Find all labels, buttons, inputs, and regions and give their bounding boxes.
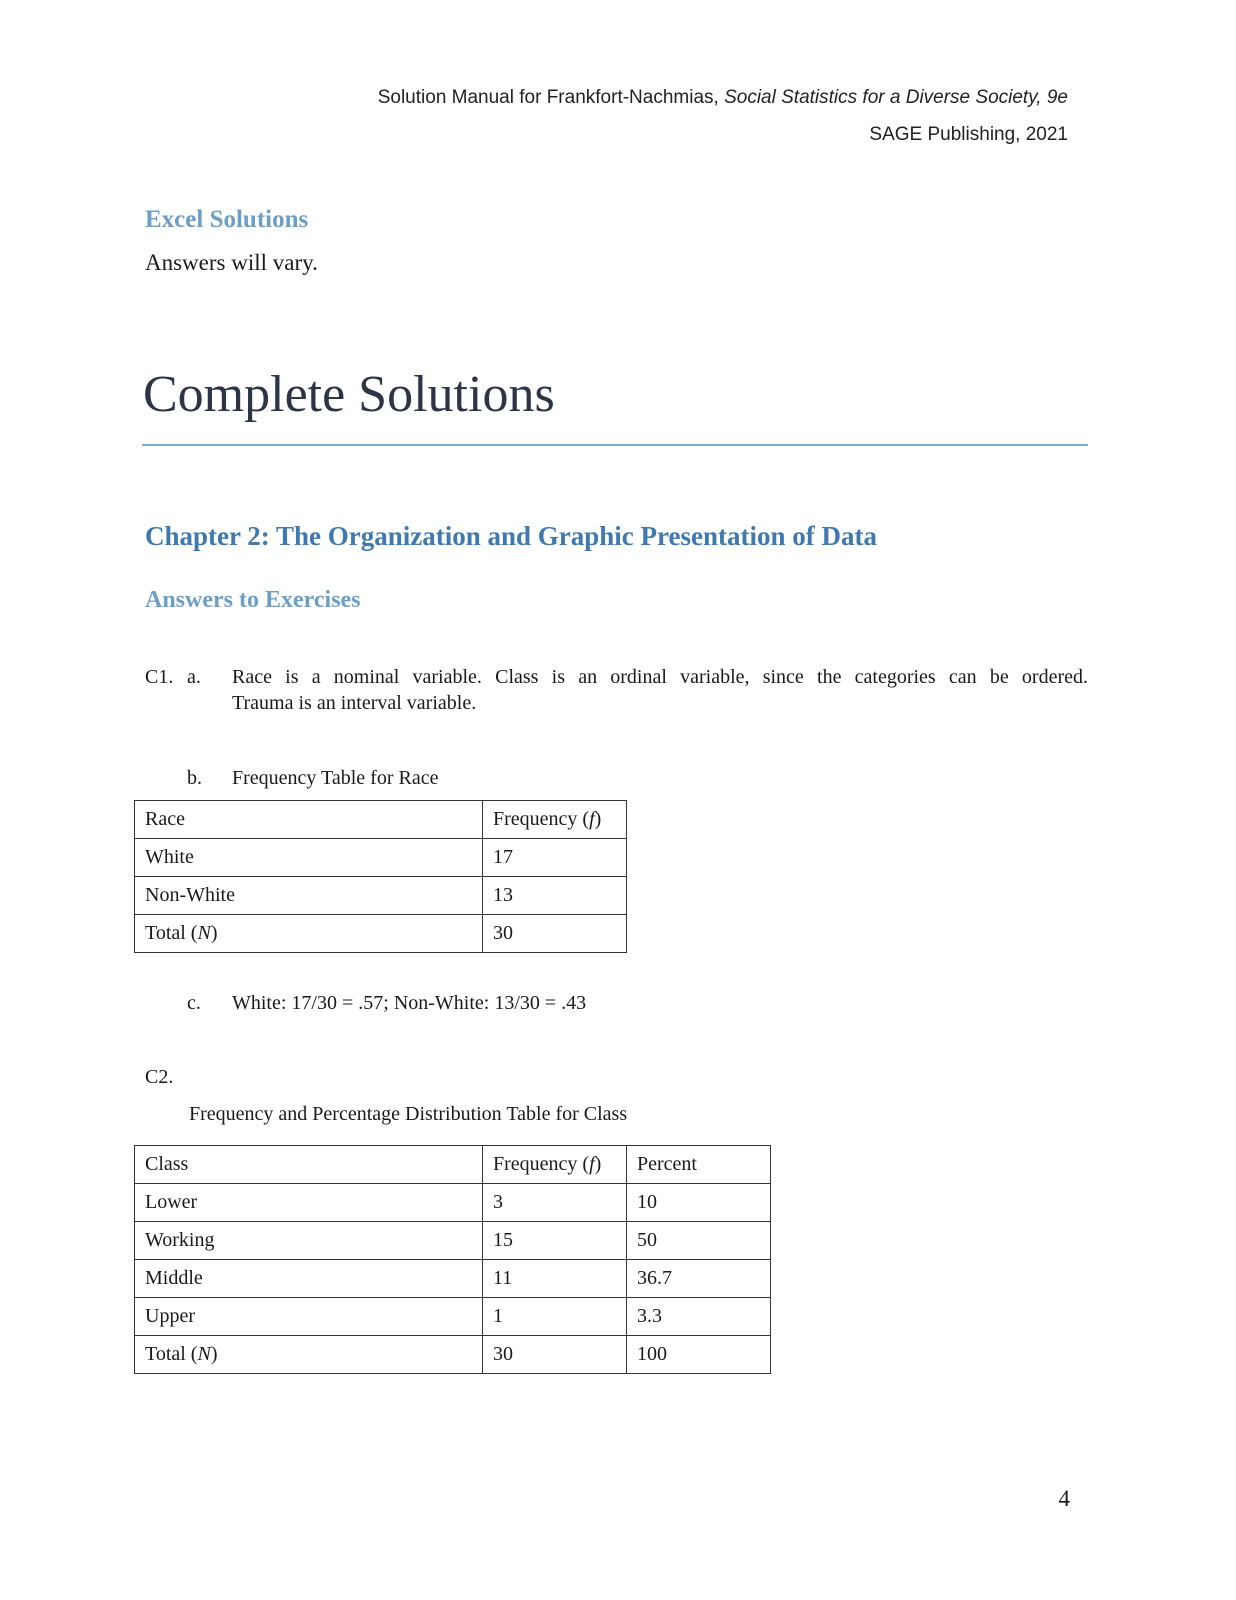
row-frequency: 15 — [483, 1222, 627, 1260]
total-label: Total (N) — [135, 1336, 483, 1374]
row-percent: 36.7 — [627, 1260, 771, 1298]
class-distribution-table — [134, 1145, 771, 1374]
table-row — [135, 1260, 771, 1298]
row-frequency: 17 — [483, 839, 627, 877]
table-row — [135, 1298, 771, 1336]
c2-label: C2. — [145, 1066, 174, 1088]
c1-a-line2: Trauma is an interval variable. — [232, 692, 477, 714]
c1-label: C1. — [145, 666, 174, 688]
table-header-row — [135, 801, 627, 839]
row-percent: 10 — [627, 1184, 771, 1222]
running-header-title: Solution Manual for Frankfort-Nachmias, Social Statistics for a Diverse Society, 9e — [377, 87, 1068, 108]
complete-solutions-title: Complete Solutions — [143, 366, 555, 423]
running-header-publisher: SAGE Publishing, 2021 — [869, 124, 1068, 145]
answers-heading: Answers to Exercises — [145, 587, 361, 613]
table-header-row — [135, 1146, 771, 1184]
excel-solutions-text: Answers will vary. — [145, 250, 318, 275]
row-frequency: 13 — [483, 877, 627, 915]
c1-c-text: White: 17/30 = .57; Non-White: 13/30 = .43 — [232, 992, 587, 1014]
row-label: Middle — [135, 1260, 483, 1298]
c1-c-label: c. — [187, 992, 201, 1014]
row-label: Upper — [135, 1298, 483, 1336]
row-frequency: 11 — [483, 1260, 627, 1298]
row-label: Working — [135, 1222, 483, 1260]
header-race: Race — [135, 801, 483, 839]
row-label: White — [135, 839, 483, 877]
row-label: Lower — [135, 1184, 483, 1222]
total-label: Total (N) — [135, 915, 483, 953]
race-frequency-table — [134, 800, 627, 953]
total-frequency: 30 — [483, 1336, 627, 1374]
row-label: Non-White — [135, 877, 483, 915]
table-total-row — [135, 915, 627, 953]
row-frequency: 1 — [483, 1298, 627, 1336]
chapter-heading: Chapter 2: The Organization and Graphic Presentation of Data — [145, 521, 878, 551]
c1-b-text: Frequency Table for Race — [232, 767, 439, 789]
row-percent: 50 — [627, 1222, 771, 1260]
title-underline — [142, 444, 1088, 446]
c1-a-label: a. — [187, 666, 201, 688]
table-row — [135, 1222, 771, 1260]
c1-a-line1: Race is a nominal variable. Class is an ordinal variable, since the categories can be ordered. — [232, 666, 1088, 688]
header-percent: Percent — [627, 1146, 771, 1184]
row-frequency: 3 — [483, 1184, 627, 1222]
header-frequency: Frequency (f) — [483, 801, 627, 839]
total-percent: 100 — [627, 1336, 771, 1374]
header-frequency: Frequency (f) — [483, 1146, 627, 1184]
row-percent: 3.3 — [627, 1298, 771, 1336]
table-row — [135, 877, 627, 915]
excel-solutions-heading: Excel Solutions — [145, 206, 309, 233]
c2-table-title: Frequency and Percentage Distribution Table for Class — [189, 1103, 628, 1125]
header-class: Class — [135, 1146, 483, 1184]
c1-b-label: b. — [187, 767, 202, 789]
table-total-row — [135, 1336, 771, 1374]
table-row — [135, 839, 627, 877]
table-row — [135, 1184, 771, 1222]
page-number: 4 — [1058, 1486, 1070, 1511]
total-frequency: 30 — [483, 915, 627, 953]
